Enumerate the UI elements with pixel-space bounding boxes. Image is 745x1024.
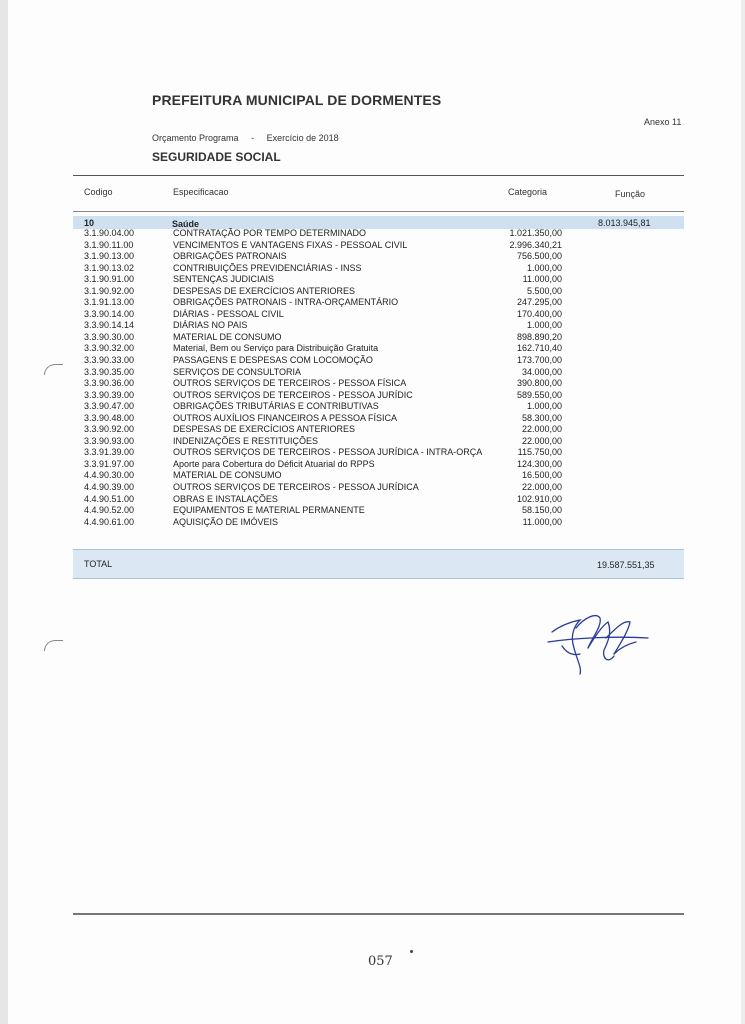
row-value: 11.000,00 bbox=[522, 274, 562, 285]
row-description: PASSAGENS E DESPESAS COM LOCOMOÇÃO bbox=[173, 355, 373, 366]
column-header-category: Categoria bbox=[508, 187, 548, 197]
row-description: Material, Bem ou Serviço para Distribuição Gratuita bbox=[173, 343, 379, 354]
row-code: 3.1.90.13.00 bbox=[84, 251, 135, 262]
table-row bbox=[0, 367, 745, 379]
row-value: 756.500,00 bbox=[516, 251, 562, 262]
row-description: EQUIPAMENTOS E MATERIAL PERMANENTE bbox=[173, 505, 365, 516]
table-row bbox=[0, 505, 745, 517]
row-description: VENCIMENTOS E VANTAGENS FIXAS - PESSOAL CIVIL bbox=[173, 239, 408, 250]
row-code: 3.3.90.33.00 bbox=[84, 355, 135, 366]
signature bbox=[544, 608, 654, 678]
row-value: 34.000,00 bbox=[521, 366, 562, 377]
row-description: INDENIZAÇÕES E RESTITUIÇÕES bbox=[173, 435, 319, 446]
row-description: SERVIÇOS DE CONSULTORIA bbox=[173, 366, 302, 377]
table-row bbox=[0, 251, 745, 263]
row-code: 3.3.91.97.00 bbox=[84, 458, 135, 469]
column-header-function: Função bbox=[615, 189, 646, 199]
row-value: 2.996.340,21 bbox=[509, 239, 562, 250]
row-code: 3.3.90.93.00 bbox=[84, 435, 135, 446]
total-value: 19.587.551,35 bbox=[597, 560, 655, 570]
budget-subtitle bbox=[152, 133, 349, 143]
header-divider bbox=[73, 175, 684, 176]
row-value: 162.710,40 bbox=[516, 343, 562, 354]
row-code: 4.4.90.61.00 bbox=[84, 516, 135, 527]
row-value: 247.295,00 bbox=[516, 297, 562, 308]
table-row bbox=[0, 494, 745, 506]
budget-label: Orçamento Programa bbox=[152, 133, 239, 143]
row-value: 589.550,00 bbox=[516, 389, 562, 400]
row-description: OUTROS SERVIÇOS DE TERCEIROS - PESSOA FÍSICA bbox=[173, 378, 407, 389]
row-description: OBRIGAÇÕES TRIBUTÁRIAS E CONTRIBUTIVAS bbox=[173, 401, 379, 412]
row-code: 3.3.90.14.14 bbox=[84, 320, 135, 331]
table-row bbox=[0, 424, 745, 436]
row-description: OBRIGAÇÕES PATRONAIS - INTRA-ORÇAMENTÁRIO bbox=[173, 297, 399, 308]
table-row bbox=[0, 286, 745, 298]
row-code: 3.3.91.39.00 bbox=[84, 447, 135, 458]
row-code: 3.1.90.11.00 bbox=[84, 239, 134, 250]
annex-label: Anexo 11 bbox=[644, 117, 682, 127]
table-row bbox=[0, 401, 745, 413]
total-band bbox=[73, 549, 684, 579]
table-row bbox=[0, 263, 745, 275]
year-label: Exercício de 2018 bbox=[266, 133, 339, 143]
table-row bbox=[0, 413, 745, 425]
row-value: 1.000,00 bbox=[526, 320, 562, 331]
row-code: 4.4.90.30.00 bbox=[84, 470, 135, 481]
footer-divider bbox=[73, 913, 684, 915]
table-row bbox=[0, 240, 745, 252]
column-header-code: Codigo bbox=[84, 187, 113, 197]
page-number: 057 bbox=[368, 954, 393, 969]
row-value: 16.500,00 bbox=[521, 470, 562, 481]
row-code: 3.3.90.47.00 bbox=[84, 401, 135, 412]
row-description: SENTENÇAS JUDICIAIS bbox=[173, 274, 275, 285]
row-code: 3.1.90.13.02 bbox=[84, 262, 135, 273]
row-value: 115.750,00 bbox=[517, 447, 562, 458]
row-value: 173.700,00 bbox=[516, 355, 562, 366]
row-value: 22.000,00 bbox=[521, 482, 562, 493]
group-total: 8.013.945,81 bbox=[598, 218, 651, 228]
row-code: 3.3.90.36.00 bbox=[84, 378, 135, 389]
row-description: DESPESAS DE EXERCÍCIOS ANTERIORES bbox=[173, 285, 356, 296]
row-code: 3.3.90.39.00 bbox=[84, 389, 135, 400]
row-code: 3.3.90.14.00 bbox=[84, 308, 135, 319]
row-description: DIÁRIAS NO PAIS bbox=[173, 320, 248, 331]
table-row bbox=[0, 297, 745, 309]
row-value: 124.300,00 bbox=[516, 458, 562, 469]
table-row bbox=[0, 309, 745, 321]
punch-hole-mark bbox=[44, 640, 63, 651]
row-code: 4.4.90.52.00 bbox=[84, 505, 135, 516]
row-code: 3.3.90.32.00 bbox=[84, 343, 135, 354]
table-row bbox=[0, 274, 745, 286]
table-row bbox=[0, 459, 745, 471]
row-value: 1.021.350,00 bbox=[509, 228, 562, 238]
table-row bbox=[0, 482, 745, 494]
row-code: 3.3.90.35.00 bbox=[84, 366, 135, 377]
document-title: PREFEITURA MUNICIPAL DE DORMENTES bbox=[152, 92, 442, 108]
row-description: OUTROS AUXÍLIOS FINANCEIROS A PESSOA FÍSICA bbox=[173, 412, 398, 423]
row-value: 58.300,00 bbox=[521, 412, 562, 423]
row-code: 3.3.90.48.00 bbox=[84, 412, 135, 423]
total-label: TOTAL bbox=[84, 559, 113, 569]
row-code: 3.1.90.91.00 bbox=[84, 274, 135, 285]
table-row bbox=[0, 470, 745, 482]
row-code: 3.1.90.92.00 bbox=[84, 285, 135, 296]
row-code: 3.3.90.30.00 bbox=[84, 331, 135, 342]
expense-table bbox=[0, 228, 745, 528]
row-description: OBRAS E INSTALAÇÕES bbox=[173, 493, 278, 504]
row-code: 3.1.91.13.00 bbox=[84, 297, 135, 308]
row-description: OUTROS SERVIÇOS DE TERCEIROS - PESSOA JURÍDICA - INTRA-ORÇA bbox=[173, 447, 483, 458]
row-value: 898.890,20 bbox=[516, 331, 562, 342]
table-row bbox=[0, 320, 745, 332]
group-name: Saúde bbox=[172, 219, 200, 229]
row-description: MATERIAL DE CONSUMO bbox=[173, 331, 282, 342]
row-value: 11.000,00 bbox=[522, 516, 562, 527]
subtitle-separator: - bbox=[251, 133, 255, 143]
row-description: OUTROS SERVIÇOS DE TERCEIROS - PESSOA JURÍDICA bbox=[173, 482, 419, 493]
row-value: 22.000,00 bbox=[521, 435, 562, 446]
table-row bbox=[0, 355, 745, 367]
row-description: DIÁRIAS - PESSOAL CIVIL bbox=[173, 308, 284, 319]
table-row bbox=[0, 343, 745, 355]
table-row bbox=[0, 390, 745, 402]
row-value: 1.000,00 bbox=[526, 262, 562, 273]
row-value: 1.000,00 bbox=[526, 401, 562, 412]
section-title: SEGURIDADE SOCIAL bbox=[152, 150, 281, 164]
row-value: 22.000,00 bbox=[521, 424, 562, 435]
row-value: 102.910,00 bbox=[516, 493, 562, 504]
row-description: DESPESAS DE EXERCÍCIOS ANTERIORES bbox=[173, 424, 356, 435]
row-description: AQUISIÇÃO DE IMÓVEIS bbox=[173, 516, 279, 527]
table-row bbox=[0, 436, 745, 448]
table-row bbox=[0, 517, 745, 529]
row-code: 4.4.90.51.00 bbox=[84, 493, 135, 504]
row-description: MATERIAL DE CONSUMO bbox=[173, 470, 282, 481]
table-row bbox=[0, 378, 745, 390]
row-description: CONTRIBUIÇÕES PREVIDENCIÁRIAS - INSS bbox=[173, 262, 362, 273]
row-value: 58.150,00 bbox=[521, 505, 562, 516]
table-row bbox=[0, 447, 745, 459]
row-code: 3.1.90.04.00 bbox=[84, 228, 135, 238]
column-header-spec: Especificacao bbox=[173, 187, 229, 197]
row-description: OBRIGAÇÕES PATRONAIS bbox=[173, 251, 287, 262]
row-description: OUTROS SERVIÇOS DE TERCEIROS - PESSOA JURÍDIC bbox=[173, 389, 413, 400]
table-row bbox=[0, 332, 745, 344]
row-description: CONTRATAÇÃO POR TEMPO DETERMINADO bbox=[173, 228, 367, 238]
table-row bbox=[0, 228, 745, 240]
scan-speck bbox=[410, 950, 413, 953]
row-code: 3.3.90.92.00 bbox=[84, 424, 135, 435]
row-code: 4.4.90.39.00 bbox=[84, 482, 135, 493]
row-description: Aporte para Cobertura do Déficit Atuarial do RPPS bbox=[173, 458, 375, 469]
row-value: 390.800,00 bbox=[516, 378, 562, 389]
group-code: 10 bbox=[84, 218, 95, 228]
row-value: 5.500,00 bbox=[526, 285, 562, 296]
table-header-divider bbox=[73, 211, 684, 212]
row-value: 170.400,00 bbox=[516, 308, 562, 319]
